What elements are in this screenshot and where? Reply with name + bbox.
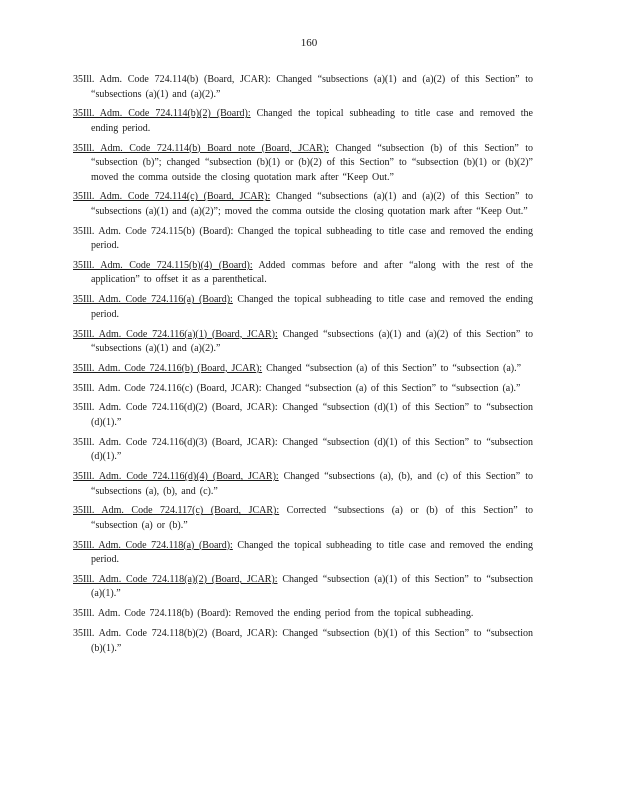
entry-text: Changed the topical subheading to title case and removed the ending period. (91, 108, 533, 134)
entry-citation: 35Ill. Adm. Code 724.115(b)(4) (Board): (73, 259, 253, 271)
list-item (73, 504, 533, 533)
list-item (73, 107, 533, 136)
entry-citation: 35Ill. Adm. Code 724.116(c) (Board, JCAR): (73, 382, 262, 394)
list-item (73, 539, 533, 568)
list-item (73, 190, 533, 219)
entry-citation: 35Ill. Adm. Code 724.114(c) (Board, JCAR): (73, 191, 271, 203)
entry-citation: 35Ill. Adm. Code 724.116(d)(4) (Board, JCAR): (73, 471, 279, 483)
list-item (73, 470, 533, 499)
list-item (73, 293, 533, 322)
list-item (73, 401, 533, 430)
entry-text: Changed “subsections (a)(1) and (a)(2) of this Section” to “subsections (a)(1) and (a)(2).” (91, 74, 534, 100)
entry-text: Changed the topical subheading to title case and removed the ending period. (91, 294, 533, 320)
entry-text: Changed “subsections (a)(1) and (a)(2) of this Section” to “subsections (a)(1) and (a)(2)”; moved the comma outside the closing quotation mark after “Keep Out.” (91, 191, 533, 217)
entry-text: Changed “subsection (a) of this Section” to “subsection (a).” (261, 382, 521, 394)
list-item (73, 436, 533, 465)
list-item (73, 627, 533, 656)
entry-text: Corrected “subsections (a) or (b) of this Section” to “subsection (a) or (b).” (91, 505, 533, 531)
entry-citation: 35Ill. Adm. Code 724.115(b) (Board): (73, 225, 234, 237)
entry-text: Changed the topical subheading to title case and removed the ending period. (91, 539, 533, 566)
list-item (73, 142, 533, 186)
entry-citation: 35Ill. Adm. Code 724.116(a)(1) (Board, JCAR): (73, 328, 278, 340)
list-item (73, 382, 533, 397)
entry-citation: 35Ill. Adm. Code 724.116(b) (Board, JCAR): (73, 362, 263, 374)
entry-citation: 35Ill. Adm. Code 724.114(b) Board note (Board, JCAR): (73, 142, 329, 154)
entry-text: Changed “subsections (a)(1) and (a)(2) of this Section” to “subsections (a)(1) and (a)(2).” (91, 328, 533, 355)
entry-list (73, 73, 533, 661)
entry-citation: 35Ill. Adm. Code 724.114(b) (Board, JCAR): (73, 74, 271, 85)
entry-text: Changed the topical subheading to title case and removed the ending period. (91, 225, 533, 252)
entry-citation: 35Ill. Adm. Code 724.114(b)(2) (Board): (73, 108, 251, 120)
entry-text: Changed “subsection (b)(1) of this Section” to “subsection (b)(1).” (91, 628, 533, 654)
entry-text: Changed “subsection (a) of this Section” to “subsection (a).” (262, 362, 522, 374)
entry-citation: 35Ill. Adm. Code 724.118(a)(2) (Board, JCAR): (73, 573, 278, 585)
entry-text: Changed “subsections (a), (b), and (c) of this Section” to “subsections (a), (b), and (c).” (91, 471, 533, 497)
entry-text: Changed “subsection (b) of this Section” to “subsection (b)”; changed “subsection (b)(1) or (b)(2) of this Section” to “subsection (b)(1) or (b)(2)” moved the comma outside the closing quotation mark after “Keep Out.” (91, 142, 534, 183)
entry-citation: 35Ill. Adm. Code 724.116(d)(3) (Board, JCAR): (73, 436, 278, 448)
list-item (73, 73, 533, 102)
list-item (73, 225, 533, 254)
entry-citation: 35Ill. Adm. Code 724.117(c) (Board, JCAR): (73, 505, 280, 517)
entry-citation: 35Ill. Adm. Code 724.118(b)(2) (Board, JCAR): (73, 628, 278, 640)
list-item (73, 573, 533, 602)
entry-citation: 35Ill. Adm. Code 724.116(d)(2) (Board, JCAR): (73, 402, 278, 414)
entry-citation: 35Ill. Adm. Code 724.116(a) (Board): (73, 294, 233, 306)
entry-text: Changed “subsection (d)(1) of this Section” to “subsection (d)(1).” (91, 402, 533, 428)
list-item (73, 362, 533, 377)
entry-text: Changed “subsection (a)(1) of this Section” to “subsection (a)(1).” (91, 573, 533, 600)
entry-text: Added commas before and after “along with the rest of the application” to offset it as a parenthetical. (91, 259, 533, 286)
entry-text: Removed the ending period from the topical subheading. (231, 608, 474, 620)
entry-citation: 35Ill. Adm. Code 724.118(b) (Board): (73, 608, 232, 620)
list-item (73, 259, 533, 288)
list-item (73, 328, 533, 357)
entry-text: Changed “subsection (d)(1) of this Section” to “subsection (d)(1).” (91, 436, 533, 463)
list-item (73, 607, 533, 622)
page-number: 160 (300, 37, 318, 49)
entry-citation: 35Ill. Adm. Code 724.118(a) (Board): (73, 539, 233, 551)
